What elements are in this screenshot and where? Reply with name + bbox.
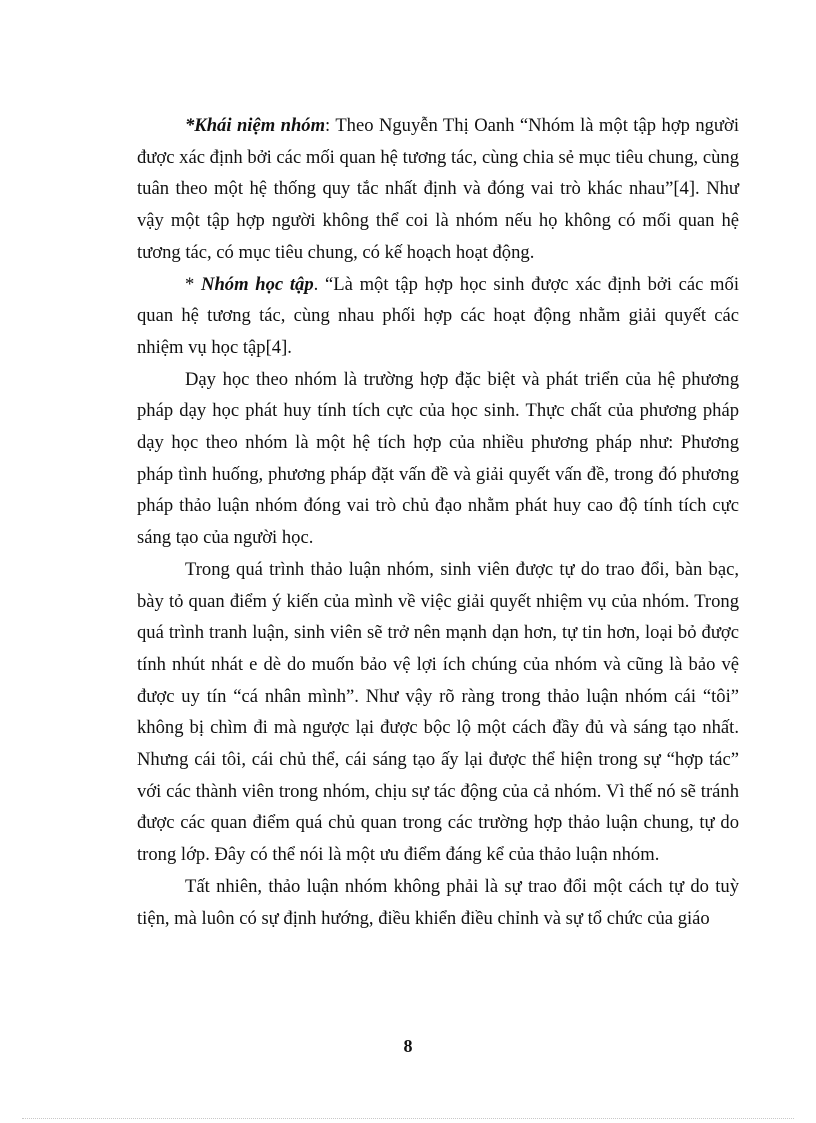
paragraph-group-discussion — [137, 554, 739, 871]
term-group-concept: *Khái niệm nhóm — [185, 115, 326, 136]
paragraph-study-group — [137, 269, 739, 364]
paragraph-text: : Theo Nguyễn Thị Oanh “Nhóm là một tập hợp người được xác định bởi các mối quan hệ tương tác, cùng chia sẻ mục tiêu chung, cùng tuân theo một hệ thống quy tắc nhất định và đóng vai trò khác nhau”[4]. Như vậy một tập hợp người không thể coi là nhóm nếu họ không có mối quan hệ tương tác, có mục tiêu chung, có kế hoạch hoạt động. — [137, 115, 739, 263]
term-study-group: Nhóm học tập — [201, 273, 314, 295]
bullet-marker: * — [185, 273, 202, 295]
paragraph-text: . “Là một tập hợp học sinh được xác định bởi các mối quan hệ tương tác, cùng nhau phối hợp các hoạt động nhằm giải quyết các nhiệm vụ học tập[4]. — [137, 273, 739, 358]
paragraph-text: Tất nhiên, thảo luận nhóm không phải là sự trao đổi một cách tự do tuỳ tiện, mà luôn có sự định hướng, điều khiển điều chỉnh và sự tổ chức của giáo — [137, 875, 739, 929]
paragraph-text: Trong quá trình thảo luận nhóm, sinh viên được tự do trao đổi, bàn bạc, bày tỏ quan điểm ý kiến của mình về việc giải quyết nhiệm vụ của nhóm. Trong quá trình tranh luận, sinh viên sẽ trở nên mạnh dạn hơn, tự tin hơn, loại bỏ được tính nhút nhát e dè do muốn bảo vệ lợi ích chúng của nhóm và cũng là bảo vệ được uy tín “cá nhân mình”. Như vậy rõ ràng trong thảo luận nhóm cái “tôi” không bị chìm đi mà ngược lại được bộc lộ một cách đầy đủ và sáng tạo nhất. Nhưng cái tôi, cái chủ thể, cái sáng tạo ấy lại được thể hiện trong sự “hợp tác” với các thành viên trong nhóm, chịu sự tác động của cả nhóm. Vì thế nó sẽ tránh được các quan điểm quá chủ quan trong các trường hợp thảo luận chung, tự do trong lớp. Đây có thể nói là một ưu điểm đáng kể của thảo luận nhóm. — [137, 558, 739, 866]
page-bottom-divider — [22, 1118, 794, 1119]
paragraph-group-teaching — [137, 364, 739, 554]
paragraph-continuation — [137, 871, 739, 934]
page-number: 8 — [403, 1036, 413, 1056]
body-text — [137, 110, 739, 934]
paragraph-group-concept — [137, 110, 739, 269]
paragraph-text: Dạy học theo nhóm là trường hợp đặc biệt và phát triển của hệ phương pháp dạy học phát huy tính tích cực của học sinh. Thực chất của phương pháp dạy học theo nhóm là một hệ tích hợp của nhiều phương pháp như: Phương pháp tình huống, phương pháp đặt vấn đề và giải quyết vấn đề, trong đó phương pháp thảo luận nhóm đóng vai trò chủ đạo nhằm phát huy cao độ tính tích cực sáng tạo của người học. — [137, 368, 739, 549]
